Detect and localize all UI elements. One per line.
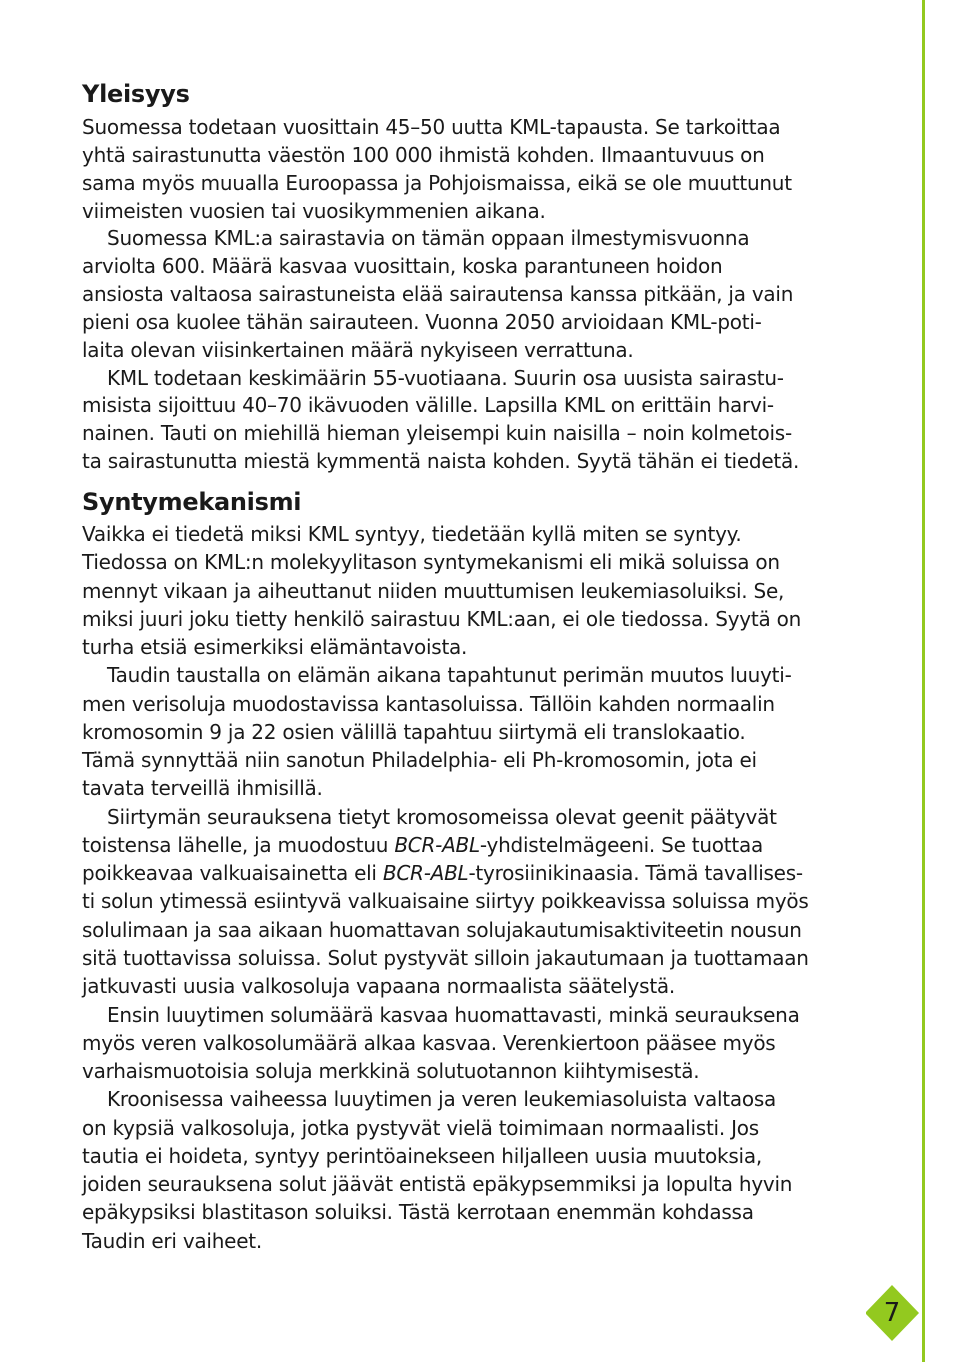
text-line: solulimaan ja saa aikaan huomattavan solujakautumisaktiviteetin nousun (82, 917, 802, 942)
text-line: mennyt vikaan ja aiheuttanut niiden muuttumisen leukemiasoluiksi. Se, (82, 578, 785, 603)
section-title-yleisyys: Yleisyys (82, 80, 190, 108)
text-line: Suomessa todetaan vuosittain 45–50 uutta KML-tapausta. Se tarkoittaa (82, 115, 781, 139)
text-line: tavata terveillä ihmisillä. (82, 776, 323, 801)
text-line (82, 859, 803, 887)
page-number: 7 (883, 1298, 901, 1328)
text-line: joiden seurauksena solut jäävät entistä epäkypsemmiksi ja lopulta hyvin (82, 1172, 793, 1197)
text-line: tautia ei hoideta, syntyy perintöainekseen hiljalleen uusia muutoksia, (82, 1143, 762, 1168)
text-line: men verisoluja muodostavissa kantasoluissa. Tällöin kahden normaalin (82, 691, 775, 716)
text-line: Ensin luuytimen solumäärä kasvaa huomattavasti, minkä seurauksena (107, 1002, 800, 1027)
text-line: sitä tuottavissa soluissa. Solut pystyvät silloin jakautumaan ja tuottamaan (82, 945, 809, 970)
text-fragment: toistensa lähelle, ja muodostuu (82, 832, 389, 857)
text-line (82, 831, 782, 859)
text-line: myös veren valkosolumäärä alkaa kasvaa. Verenkiertoon pääsee myös (82, 1030, 776, 1055)
text-line: epäkypsiksi blastitason soluiksi. Tästä kerrotaan enemmän kohdassa (82, 1200, 754, 1225)
text-line: KML todetaan keskimäärin 55-vuotiaana. Suurin osa uusista sairastu- (107, 365, 784, 390)
text-line: Vaikka ei tiedetä miksi KML syntyy, tiedetään kyllä miten se syntyy. (82, 522, 742, 546)
text-line: yhtä sairastunutta väestön 100 000 ihmistä kohden. Ilmaantuvuus on (82, 142, 765, 167)
text-line: Kroonisessa vaiheessa luuytimen ja veren leukemiasoluista valtaosa (107, 1087, 777, 1112)
section-body-syntymekanismi (82, 520, 809, 1255)
text-line: pieni osa kuolee tähän sairauteen. Vuonna 2050 arvioidaan KML-poti- (82, 309, 762, 334)
text-fragment: -yhdistelmägeeni. Se tuottaa (479, 832, 763, 857)
section-body-yleisyys (82, 114, 800, 476)
text-line: ti solun ytimessä esiintyvä valkuaisaine siirtyy poikkeavissa soluissa myös (82, 889, 809, 914)
text-line: Tämä synnyttää niin sanotun Philadelphia- eli Ph-kromosomin, jota ei (82, 748, 757, 773)
gene-name-italic: BCR-ABL (382, 861, 469, 886)
page-number-badge (866, 1284, 924, 1342)
text-line: arviolta 600. Määrä kasvaa vuosittain, koska parantuneen hoidon (82, 254, 723, 279)
text-line: sama myös muualla Euroopassa ja Pohjoismaissa, eikä se ole muuttunut (82, 170, 792, 195)
section-title-syntymekanismi: Syntymekanismi (82, 488, 302, 516)
text-line: miksi juuri joku tietty henkilö sairastuu KML:aan, ei ole tiedossa. Syytä on (82, 606, 802, 631)
text-line: varhaismuotoisia soluja merkkinä solutuotannon kiihtymisestä. (82, 1059, 700, 1084)
text-line: misista sijoittuu 40–70 ikävuoden välille. Lapsilla KML on erittäin harvi- (82, 393, 774, 418)
text-line: kromosomin 9 ja 22 osien välillä tapahtuu siirtymä eli translokaatio. (82, 719, 746, 744)
text-line: ansiosta valtaosa sairastuneista elää sairautensa kanssa pitkään, ja vain (82, 282, 794, 307)
text-line: turha etsiä esimerkiksi elämäntavoista. (82, 635, 468, 660)
text-line: viimeisten vuosien tai vuosikymmenien aikana. (82, 198, 546, 223)
text-line: Taudin eri vaiheet. (82, 1228, 262, 1253)
text-line: Suomessa KML:a sairastavia on tämän oppaan ilmestymisvuonna (107, 226, 750, 251)
text-line: Taudin taustalla on elämän aikana tapahtunut perimän muutos luuyti- (107, 663, 792, 688)
text-line: on kypsiä valkosoluja, jotka pystyvät vielä toimimaan normaalisti. Jos (82, 1115, 759, 1140)
text-line: laita olevan viisinkertainen määrä nykyiseen verrattuna. (82, 337, 634, 362)
text-line: Siirtymän seurauksena tietyt kromosomeissa olevat geenit päätyvät (107, 804, 777, 829)
text-line: nainen. Tauti on miehillä hieman yleisempi kuin naisilla – noin kolmetois- (82, 421, 792, 446)
text-fragment: -tyrosiinikinaasia. Tämä tavallises- (468, 861, 803, 886)
margin-rule (922, 0, 925, 1362)
text-line: Tiedossa on KML:n molekyylitason syntymekanismi eli mikä soluissa on (82, 550, 780, 575)
text-fragment: poikkeavaa valkuaisainetta eli (82, 861, 377, 886)
gene-name-italic: BCR-ABL (394, 832, 480, 857)
text-line: ta sairastunutta miestä kymmentä naista kohden. Syytä tähän ei tiedetä. (82, 449, 800, 474)
text-line: jatkuvasti uusia valkosoluja vapaana normaalista säätelystä. (82, 974, 676, 999)
